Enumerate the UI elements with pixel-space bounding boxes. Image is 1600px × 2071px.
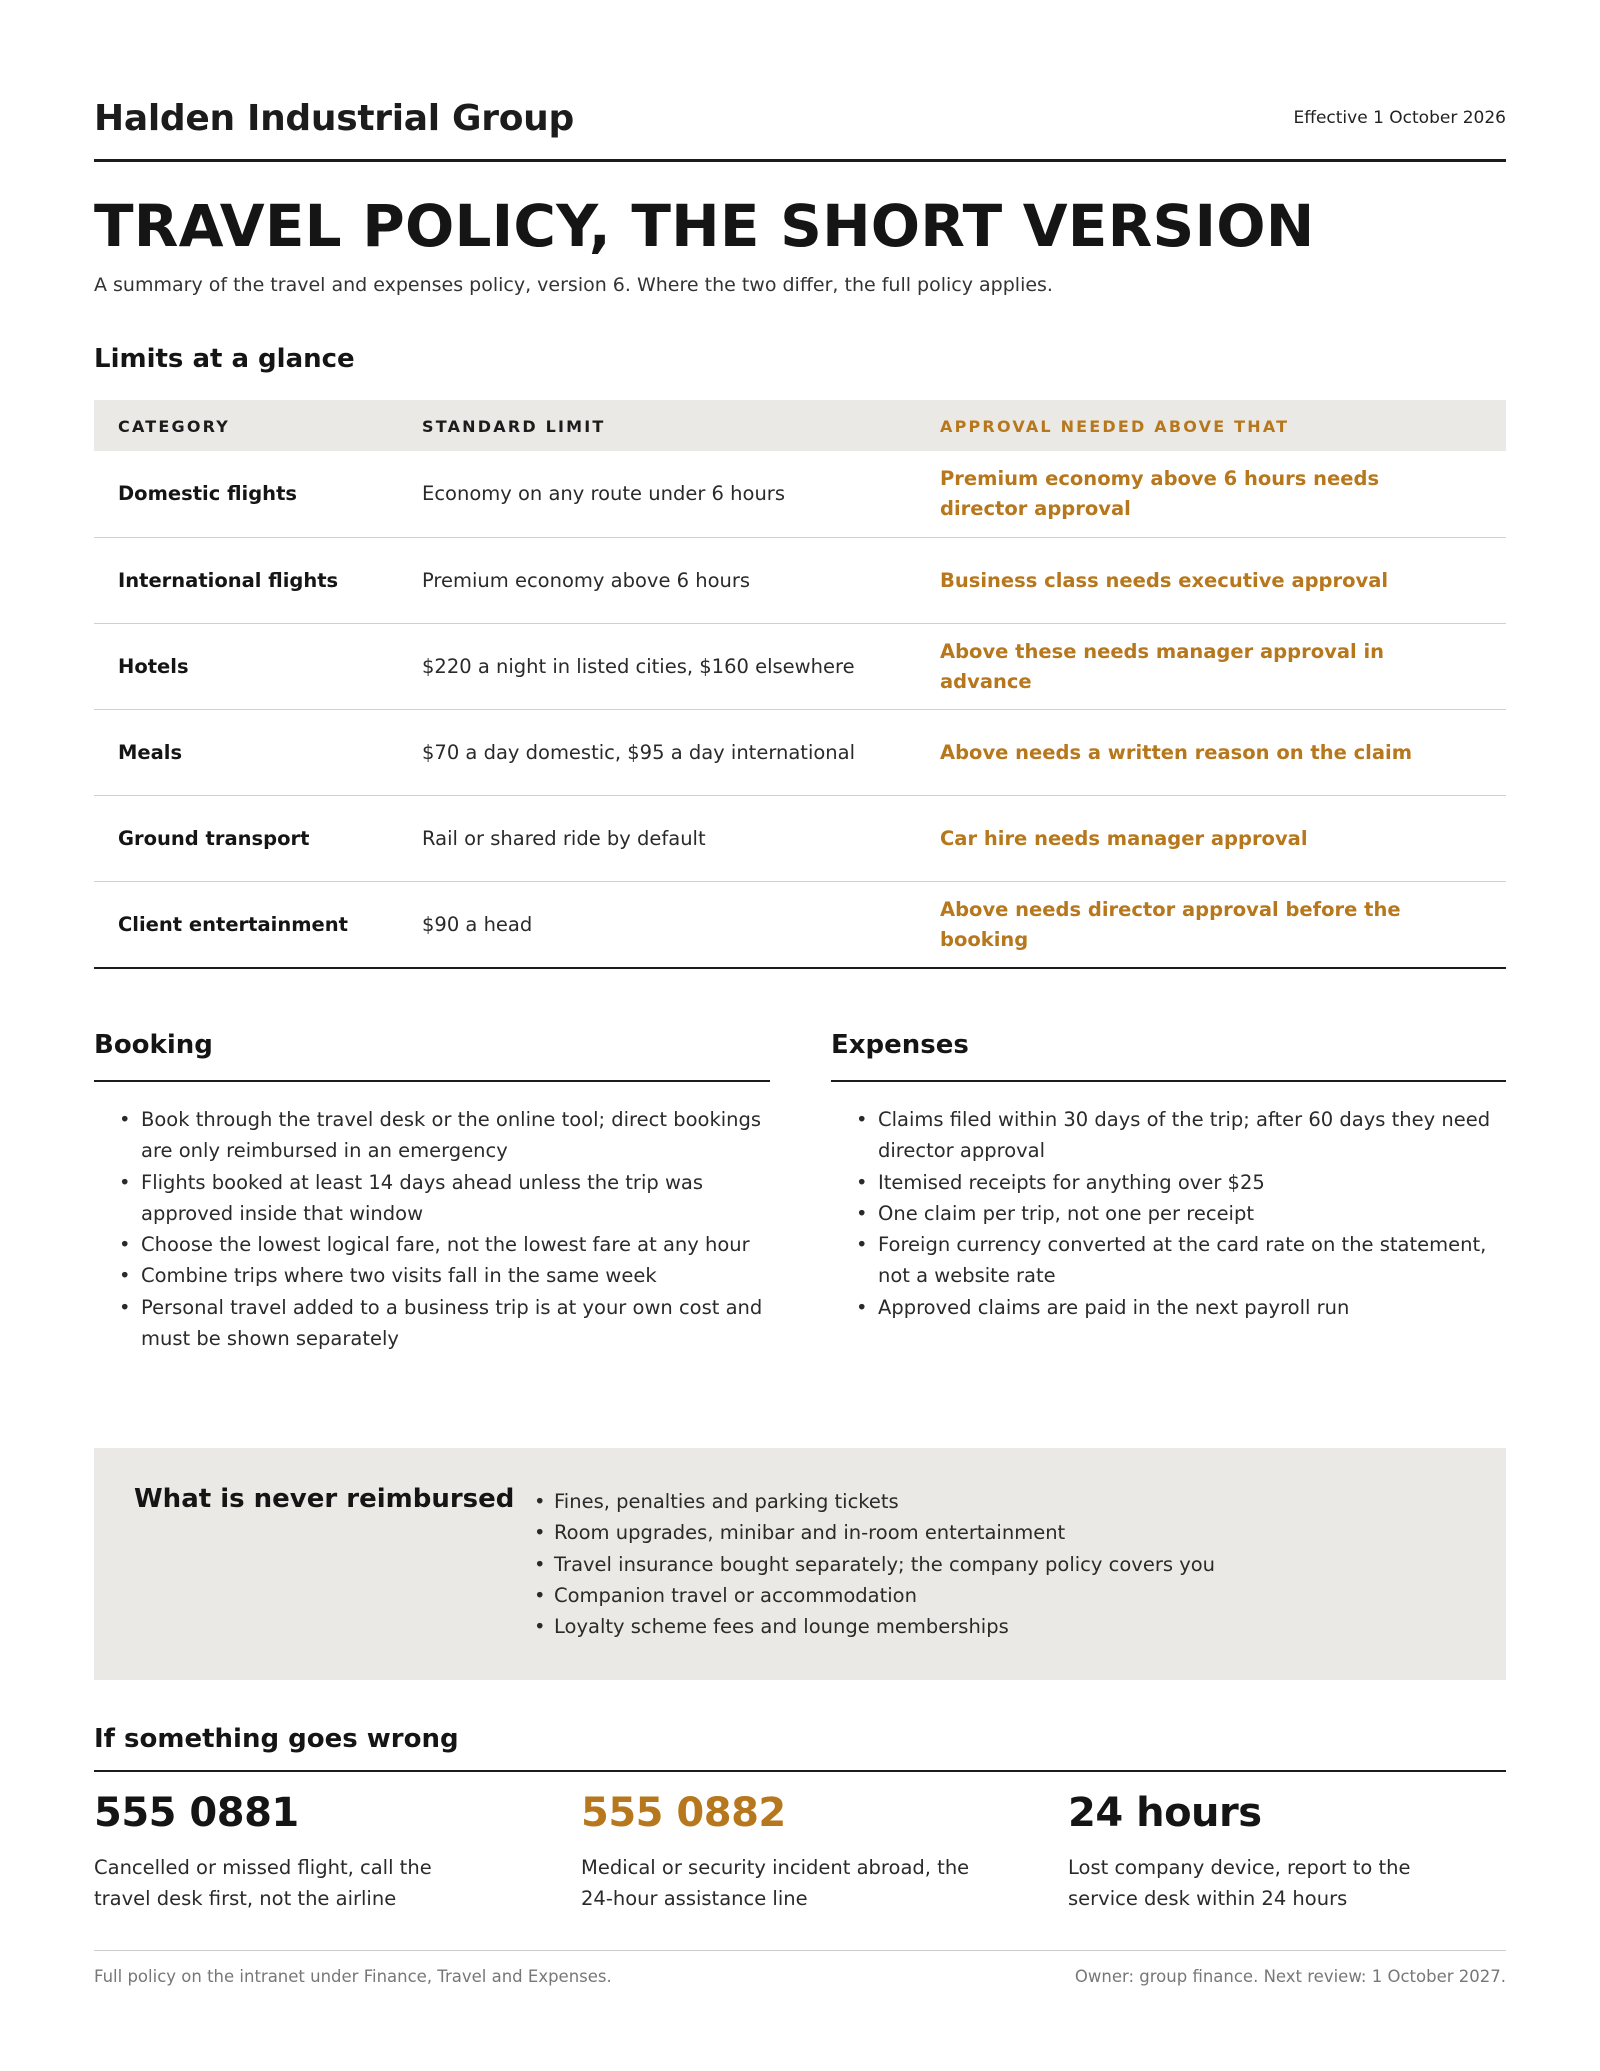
list-item: • Book through the travel desk or the online tool; direct bookings are only reimbursed in an emergency	[94, 1104, 770, 1167]
column-header-standard-limit: STANDARD LIMIT	[422, 417, 606, 436]
row-approval: Above these needs manager approval in advance	[940, 640, 1385, 693]
expenses-section	[831, 1030, 1506, 1323]
table-row	[94, 623, 1506, 709]
list-item: • Fines, penalties and parking tickets	[534, 1486, 1215, 1517]
masthead	[94, 94, 1506, 162]
row-approval: Business class needs executive approval	[940, 569, 1389, 592]
expenses-divider	[831, 1080, 1506, 1082]
table-row	[94, 709, 1506, 795]
column-header-approval: APPROVAL NEEDED ABOVE THAT	[940, 417, 1290, 436]
row-category: Domestic flights	[118, 482, 297, 505]
contact-number: 555 0881	[94, 1790, 299, 1836]
contact-description: Cancelled or missed flight, call the travel desk first, not the airline	[94, 1856, 432, 1911]
list-item: • Travel insurance bought separately; the company policy covers you	[534, 1549, 1215, 1580]
contact-number: 555 0882	[581, 1790, 786, 1836]
list-item: • One claim per trip, not one per receipt	[831, 1198, 1506, 1229]
contact-assistance-line	[581, 1790, 981, 1915]
contact-deadline: 24 hours	[1068, 1790, 1262, 1836]
never-reimbursed-heading: What is never reimbursed	[134, 1484, 515, 1514]
row-approval: Car hire needs manager approval	[940, 827, 1308, 850]
list-item: • Approved claims are paid in the next payroll run	[831, 1292, 1506, 1323]
expenses-list	[831, 1104, 1506, 1323]
table-row	[94, 451, 1506, 537]
list-item: • Foreign currency converted at the card rate on the statement, not a website rate	[831, 1229, 1506, 1292]
row-limit: $220 a night in listed cities, $160 elsewhere	[422, 655, 855, 678]
page-footer	[94, 1950, 1506, 1986]
contact-description: Lost company device, report to the service desk within 24 hours	[1068, 1856, 1411, 1911]
contact-travel-desk	[94, 1790, 494, 1915]
row-category: Hotels	[118, 655, 189, 678]
list-item: • Claims filed within 30 days of the trip; after 60 days they need director approval	[831, 1104, 1506, 1167]
row-limit: $90 a head	[422, 913, 533, 936]
limits-table	[94, 400, 1506, 969]
effective-date: Effective 1 October 2026	[1293, 108, 1506, 128]
footer-policy-location: Full policy on the intranet under Finance, Travel and Expenses.	[94, 1967, 612, 1986]
row-limit: Premium economy above 6 hours	[422, 569, 751, 592]
row-category: Meals	[118, 741, 183, 764]
row-approval: Above needs a written reason on the claim	[940, 741, 1413, 764]
row-category: International flights	[118, 569, 339, 592]
row-limit: Rail or shared ride by default	[422, 827, 706, 850]
row-limit: Economy on any route under 6 hours	[422, 482, 785, 505]
row-category: Client entertainment	[118, 913, 348, 936]
page-title: TRAVEL POLICY, THE SHORT VERSION	[94, 192, 1315, 260]
limits-table-header	[94, 400, 1506, 451]
booking-list	[94, 1104, 770, 1354]
table-row	[94, 795, 1506, 881]
column-header-category: CATEGORY	[118, 417, 231, 436]
table-row	[94, 881, 1506, 967]
expenses-heading: Expenses	[831, 1030, 969, 1060]
contact-description: Medical or security incident abroad, the 24-hour assistance line	[581, 1856, 970, 1911]
contact-service-desk	[1068, 1790, 1468, 1915]
list-item: • Personal travel added to a business trip is at your own cost and must be shown separately	[94, 1292, 770, 1355]
list-item: • Room upgrades, minibar and in-room entertainment	[534, 1517, 1215, 1548]
list-item: • Itemised receipts for anything over $25	[831, 1167, 1506, 1198]
limits-heading: Limits at a glance	[94, 344, 355, 374]
organisation-name: Halden Industrial Group	[94, 98, 574, 139]
list-item: • Flights booked at least 14 days ahead unless the trip was approved inside that window	[94, 1167, 770, 1230]
something-wrong-header	[94, 1720, 1506, 1772]
list-item: • Loyalty scheme fees and lounge memberships	[534, 1611, 1215, 1642]
list-item: • Choose the lowest logical fare, not the lowest fare at any hour	[94, 1229, 770, 1260]
page-subtitle: A summary of the travel and expenses policy, version 6. Where the two differ, the full policy applies.	[94, 274, 1053, 296]
booking-divider	[94, 1080, 770, 1082]
row-category: Ground transport	[118, 827, 310, 850]
list-item: • Combine trips where two visits fall in the same week	[94, 1260, 770, 1291]
row-limit: $70 a day domestic, $95 a day international	[422, 741, 856, 764]
row-approval: Premium economy above 6 hours needs director approval	[940, 467, 1380, 520]
footer-owner-review: Owner: group finance. Next review: 1 October 2027.	[1074, 1967, 1506, 1986]
table-row	[94, 537, 1506, 623]
list-item: • Companion travel or accommodation	[534, 1580, 1215, 1611]
never-reimbursed-list	[534, 1486, 1215, 1642]
never-reimbursed-panel	[94, 1448, 1506, 1680]
something-wrong-heading: If something goes wrong	[94, 1724, 459, 1754]
row-approval: Above needs director approval before the booking	[940, 898, 1401, 951]
booking-heading: Booking	[94, 1030, 213, 1060]
booking-section	[94, 1030, 770, 1354]
